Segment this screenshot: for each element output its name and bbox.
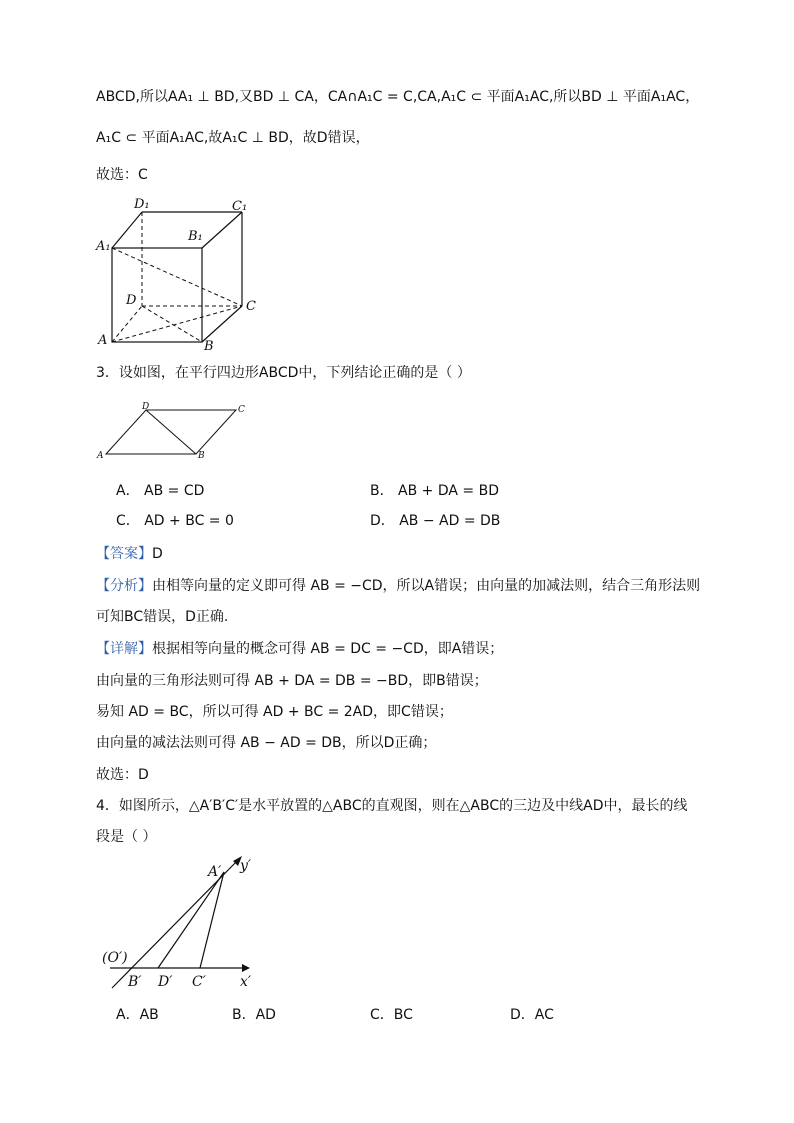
detail-tag: 【详解】 <box>96 641 152 657</box>
label-A-prime: A′ <box>208 864 222 880</box>
label-D1: D₁ <box>134 197 150 212</box>
label-D: D <box>126 293 137 308</box>
label-C: C <box>238 405 245 415</box>
analysis-tag: 【分析】 <box>96 578 152 594</box>
prev-answer-choice: 故选：C <box>96 167 148 183</box>
label-C-prime: C′ <box>192 974 206 990</box>
q4-option-a: A．AB <box>116 1007 159 1023</box>
q3-detail-1: 【详解】根据相等向量的概念可得 AB = DC = −CD，即A错误； <box>96 641 504 657</box>
label-A: A <box>98 333 108 348</box>
parallelogram-figure <box>94 398 254 462</box>
q3-detail-2: 由向量的三角形法则可得 AB + DA = DB = −BD，即B错误； <box>96 673 488 689</box>
q3-option-b: B． AB + DA = BD <box>370 483 499 499</box>
label-x-prime: x′ <box>240 974 252 990</box>
cube-figure <box>92 194 262 352</box>
q3-analysis-1: 【分析】由相等向量的定义即可得 AB = −CD，所以A错误；由向量的加减法则，结合三角形法则 <box>96 578 701 594</box>
label-B: B <box>204 339 214 352</box>
q4-stem-1: 4．如图所示，△A′B′C′是水平放置的△ABC的直观图，则在△ABC的三边及中线AD中，最长的线 <box>96 798 688 814</box>
label-C1: C₁ <box>232 199 248 214</box>
q4-option-d: D．AC <box>510 1007 554 1023</box>
label-C: C <box>246 299 256 314</box>
q3-analysis-2: 可知BC错误，D正确. <box>96 609 229 625</box>
q3-stem: 3．设如图，在平行四边形ABCD中，下列结论正确的是（ ） <box>96 365 471 381</box>
q3-answer: 【答案】D <box>96 546 163 562</box>
q3-option-a: A． AB = CD <box>116 483 205 499</box>
q4-stem-2: 段是（ ） <box>96 829 157 845</box>
label-A: A <box>97 451 104 461</box>
label-D-prime: D′ <box>158 974 173 990</box>
q3-detail-4: 由向量的减法法则可得 AB − AD = DB，所以D正确； <box>96 735 437 751</box>
label-B: B <box>198 451 205 461</box>
q3-detail-3: 易知 AD = BC，所以可得 AD + BC = 2AD，即C错误； <box>96 704 453 720</box>
label-D: D <box>142 402 150 412</box>
solution-line-2: A₁C ⊂ 平面A₁AC,故A₁C ⊥ BD，故D错误， <box>96 130 370 146</box>
label-A1: A₁ <box>96 239 111 254</box>
oblique-drawing-figure <box>98 852 268 994</box>
q3-option-d: D． AB − AD = DB <box>370 513 501 529</box>
label-O-prime: (O′) <box>102 950 128 966</box>
solution-line-1: ABCD,所以AA₁ ⊥ BD,又BD ⊥ CA，CA∩A₁C = C,CA,A₁C ⊂ 平面A₁AC,所以BD ⊥ 平面A₁AC， <box>96 89 700 105</box>
q3-option-c: C． AD + BC = 0 <box>116 513 234 529</box>
q4-option-b: B．AD <box>232 1007 276 1023</box>
q3-choice: 故选：D <box>96 767 149 783</box>
label-B1: B₁ <box>188 229 203 244</box>
label-y-prime: y′ <box>240 858 252 874</box>
answer-tag: 【答案】 <box>96 546 152 562</box>
q4-option-c: C．BC <box>370 1007 413 1023</box>
label-B-prime: B′ <box>128 974 142 990</box>
